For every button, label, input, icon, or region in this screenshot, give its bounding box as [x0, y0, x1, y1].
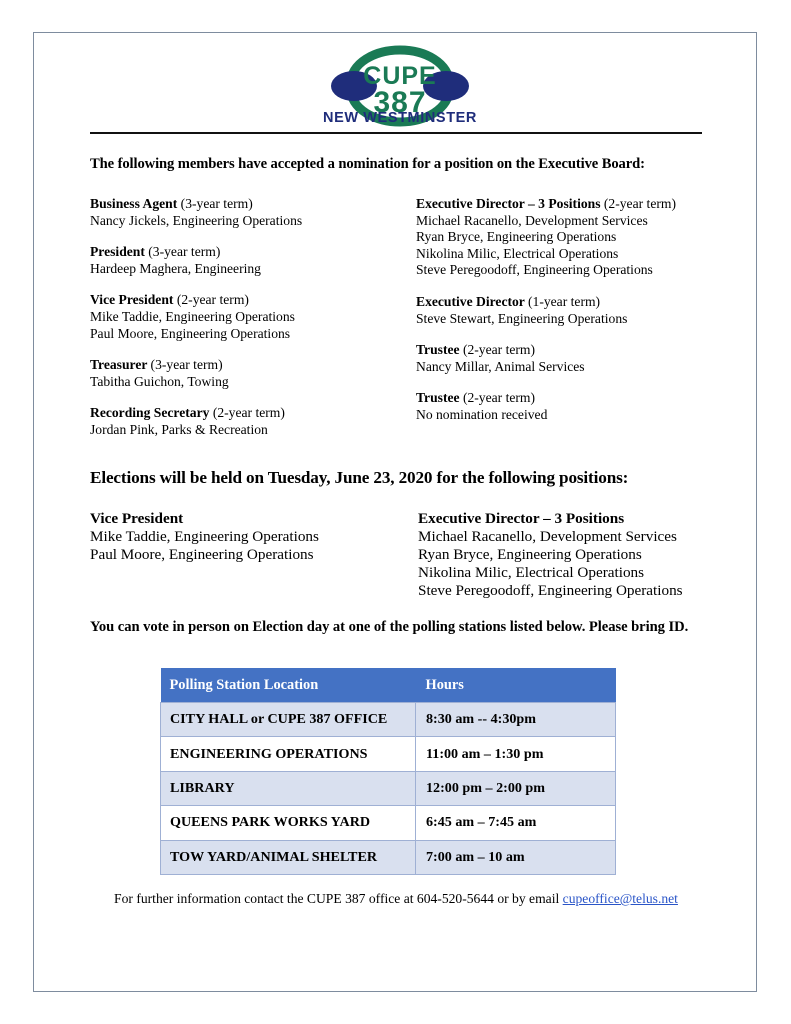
cell-location: QUEENS PARK WORKS YARD: [161, 806, 416, 840]
position-name: President: [90, 244, 145, 260]
intro-statement: The following members have accepted a nomination for a position on the Executive Board:: [90, 156, 645, 172]
cell-location: CITY HALL or CUPE 387 OFFICE: [161, 703, 416, 737]
cell-hours: 6:45 am – 7:45 am: [416, 806, 616, 840]
candidate: Mike Taddie, Engineering Operations: [90, 528, 319, 545]
column-header-location: Polling Station Location: [161, 668, 416, 703]
nominee: Nikolina Milic, Electrical Operations: [416, 245, 619, 261]
position-term: (2-year term): [603, 196, 676, 211]
nominee: Steve Stewart, Engineering Operations: [416, 310, 628, 326]
footer-contact-line: [90, 891, 702, 907]
position-title: [416, 196, 716, 213]
cell-location: LIBRARY: [161, 771, 416, 805]
position-title: Vice President: [90, 510, 184, 527]
position-term: (3-year term): [148, 244, 221, 260]
position-name: Trustee: [416, 390, 460, 406]
nominee: Michael Racanello, Development Services: [416, 212, 648, 228]
email-link[interactable]: cupeoffice@telus.net: [562, 891, 678, 906]
position-term: (2-year term): [176, 292, 249, 308]
nomination-block: [416, 196, 716, 279]
voting-instructions: You can vote in person on Election day at one of the polling stations listed below. Please bring ID.: [90, 619, 689, 635]
nomination-block: [416, 342, 716, 375]
elections-right-column: [418, 510, 718, 600]
position-term: (2-year term): [462, 342, 536, 358]
nominee: Tabitha Guichon, Towing: [90, 373, 229, 389]
candidate: Steve Peregoodoff, Engineering Operations: [418, 582, 683, 599]
position-title: [416, 390, 716, 407]
table-row: [161, 806, 616, 840]
table-header: [161, 668, 616, 703]
candidate: Nikolina Milic, Electrical Operations: [418, 564, 645, 581]
column-header-hours: Hours: [416, 668, 616, 703]
nominee: No nomination received: [416, 406, 548, 422]
elections-heading: Elections will be held on Tuesday, June 23, 2020 for the following positions:: [90, 468, 629, 487]
nominee: Jordan Pink, Parks & Recreation: [90, 421, 268, 437]
table-row: [161, 737, 616, 771]
nomination-block: [90, 244, 410, 277]
nomination-block: [90, 292, 410, 342]
position-title: [416, 342, 716, 359]
position-title: [90, 244, 410, 261]
position-title: Executive Director – 3 Positions: [418, 510, 625, 527]
cell-hours: 7:00 am – 10 am: [416, 840, 616, 874]
cell-hours: 8:30 am -- 4:30pm: [416, 703, 616, 737]
candidate: Michael Racanello, Development Services: [418, 528, 677, 545]
position-name: Vice President: [90, 292, 174, 308]
nominations-right-column: [416, 196, 716, 424]
position-name: Business Agent: [90, 196, 178, 211]
cell-hours: 11:00 am – 1:30 pm: [416, 737, 616, 771]
position-term: (3-year term): [180, 196, 253, 211]
position-term: (2-year term): [212, 405, 285, 421]
position-title: [90, 196, 410, 213]
table-row: [161, 840, 616, 874]
position-title: [90, 405, 410, 422]
nominee: Nancy Jickels, Engineering Operations: [90, 212, 303, 228]
position-term: (1-year term): [528, 293, 601, 309]
nominations-left-column: [90, 196, 410, 439]
position-name: Recording Secretary: [90, 405, 210, 421]
position-name: Executive Director – 3 Positions: [416, 196, 601, 211]
table-row: [161, 771, 616, 805]
position-title: [90, 357, 410, 374]
nomination-block: [416, 294, 716, 327]
position-name: Executive Director: [416, 293, 525, 309]
elections-left-column: [90, 510, 410, 564]
cell-location: TOW YARD/ANIMAL SHELTER: [161, 840, 416, 874]
logo-subtitle: NEW WESTMINSTER: [323, 110, 477, 126]
table-row: [161, 703, 616, 737]
nominee: Steve Peregoodoff, Engineering Operations: [416, 262, 653, 278]
position-name: Treasurer: [90, 357, 148, 373]
cell-location: ENGINEERING OPERATIONS: [161, 737, 416, 771]
footer-text: For further information contact the CUPE 387 office at 604-520-5644 or by email: [114, 891, 563, 906]
cupe-387-logo: [316, 42, 484, 130]
position-name: Trustee: [416, 342, 460, 358]
candidate: Ryan Bryce, Engineering Operations: [418, 546, 642, 563]
header-divider-rule: [90, 132, 702, 134]
cell-hours: 12:00 pm – 2:00 pm: [416, 771, 616, 805]
table-header-row: [161, 668, 616, 703]
nominee: Hardeep Maghera, Engineering: [90, 260, 261, 276]
logo-cupe-text: CUPE: [363, 62, 437, 90]
position-title: [416, 294, 716, 311]
candidate: Paul Moore, Engineering Operations: [90, 546, 314, 563]
nominee: Nancy Millar, Animal Services: [416, 358, 585, 374]
position-term: (2-year term): [462, 390, 536, 406]
nominee: Mike Taddie, Engineering Operations: [90, 308, 295, 324]
nomination-block: [416, 390, 716, 423]
logo-387-text: 387: [373, 86, 427, 119]
table-body: [161, 703, 616, 875]
nomination-block: [90, 357, 410, 390]
position-term: (3-year term): [150, 357, 223, 373]
nomination-block: [90, 405, 410, 438]
polling-stations-table: [160, 668, 616, 875]
position-title: [90, 292, 410, 309]
nominee: Paul Moore, Engineering Operations: [90, 325, 291, 341]
nomination-block: [90, 196, 410, 229]
nominee: Ryan Bryce, Engineering Operations: [416, 229, 617, 245]
